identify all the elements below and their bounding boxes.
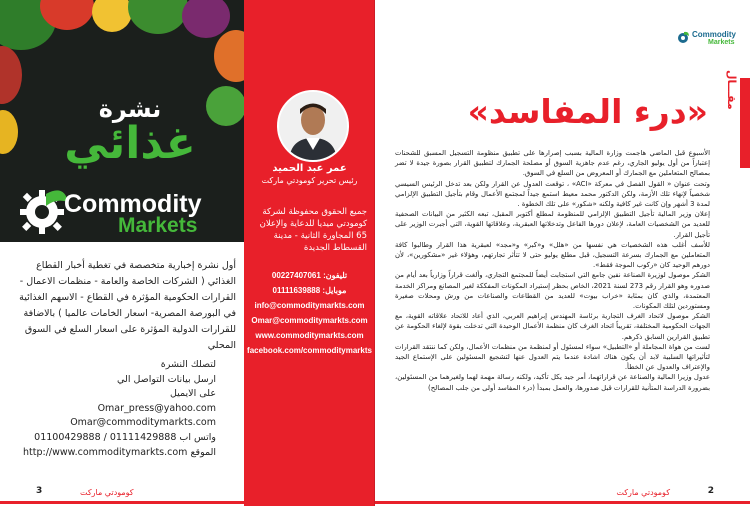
footer-brand-left: كومودتي ماركت bbox=[80, 488, 134, 497]
cover-logo-line2: Markets bbox=[118, 214, 198, 237]
veg-corn bbox=[0, 110, 18, 154]
whatsapp-label: واتس اب bbox=[179, 431, 216, 443]
site-link[interactable]: http://www.commoditymarkts.com bbox=[23, 446, 188, 458]
article-paragraph: وتحت عنوان « القول الفصل في معركة «ACI» ، توقعت العدول عن القرار ولكن بعد تدخل الرئيس السيسي شخصياً لإنهاء تلك الأزمة، ولكن الدكتور محمد معيط استمع جيداً لمجتمع الأعمال وقام بتأجيل التطبيق الإلزامي لمدة 3 أشهر وإن كانت غير كافية ولكنه «شكور» على تلك الخطوة . bbox=[395, 179, 710, 209]
facebook-link[interactable]: facebook.com/commoditymarkts bbox=[247, 346, 372, 355]
contact-heading: لتصلك النشرة bbox=[160, 359, 216, 370]
veg-carrot bbox=[214, 30, 244, 82]
email-link-1[interactable]: Omar_press@yahoo.com bbox=[97, 402, 216, 414]
article-paragraph: لست من هواة المجاملة أو «التطبيل» سواء لمسئول أو لمنظمة من منظمات الأعمال، ولكن كما ننتقد القرارات لتأثيراتها السلبية لابد أن يكون هناك اشادة عندما يتم العدول عنها لتشجيع المسئولين على الإستماع الجيد والإعتراف والعدول عن الخطأ. bbox=[395, 342, 710, 372]
email-label: على الايميل bbox=[169, 388, 216, 400]
omar-email-link[interactable]: Omar@commoditymarkts.com bbox=[251, 316, 368, 325]
article-headline: «درء المفاسد» bbox=[467, 92, 708, 131]
header-logo-line2: Markets bbox=[708, 39, 735, 46]
email-link-2[interactable]: Omar@commoditymarkts.com bbox=[70, 417, 216, 429]
article-paragraph: الشكر موصول لاتحاد الغرف التجارية برئاسة المهندس إبراهيم العربي، الذي أعاد للاتحاد علاقاته القوية، مع الجهات الحكومية المختلفة، تقريباً اتحاد الغرف كان منظمة الأعمال الوحيدة التي تدخلت بقوة لإلغاء الحكومة عن تطبيق القرارين السابق ذكرهم. bbox=[395, 312, 710, 341]
site-row bbox=[20, 446, 216, 461]
section-marker bbox=[740, 78, 750, 168]
phone-label: تليفون: bbox=[323, 271, 348, 280]
whatsapp-row bbox=[20, 431, 216, 446]
footer-rule-right bbox=[375, 501, 750, 504]
header-logo-line1: Commodity bbox=[692, 30, 736, 39]
header-logo bbox=[692, 30, 736, 46]
veg-eggplant bbox=[182, 0, 230, 38]
cover-title-small: نشرة bbox=[98, 95, 162, 123]
cover-title-large: غذائي bbox=[64, 118, 196, 169]
editor-photo-icon bbox=[279, 92, 347, 160]
editor-name: عمر عبد الحميد bbox=[272, 163, 347, 174]
newsletter-description: أول نشرة إخبارية متخصصة في تغطية أخبار القطاع الغذائي ( الشركات الخاصة والعامة - منظمات الاعمال - القرارات الحكومية المؤثرة في القطاع - الاسهم الغذائية في البورصة المصرية- اسعار الخامات عالميا ) بالاضافة للقرارات الدولية المؤثرة على اسعار السلع في السوق المحلي bbox=[19, 260, 236, 351]
website-link[interactable]: www.commoditymarkts.com bbox=[255, 331, 364, 340]
article-paragraph: عدول وزيرا المالية والصناعة عن قراراتهما، أمر جيد يكل تأكيد، ولكنه رسالة مهمة لهما ولغيرهما من المسئولين، بضرورة الدراسة المتأنية للقرارات قبل صدورها، والعمل بمبدأ (درء المفاسد أولى من جلب المصالح) bbox=[395, 373, 710, 392]
publisher-contacts bbox=[244, 268, 375, 358]
veg-radish bbox=[0, 46, 22, 104]
phone-number[interactable]: 00227407061 bbox=[271, 271, 321, 280]
right-page bbox=[375, 0, 750, 506]
article-paragraph: الشكر موصول لوزيرة الصناعة نفين جامع التي استجابت أيضاً للمجتمع التجاري، وألغت قراراً وزارياً بعد أيام من صدوره وهو القرار رقم 273 لسنة 2021، الخاص بحظر إستيراد المكونات المفككة لغير المصانع ومراكز الخدمة المعتمدة، والذي كان بمثابة «خراب بيوت» للعديد من القطاعات والصناعات من ورش ومحلات صغيرة ومستوردين لتلك المكونات. bbox=[395, 271, 710, 311]
gear-icon bbox=[676, 31, 690, 45]
section-label: مقـــال bbox=[725, 70, 738, 110]
avatar bbox=[277, 90, 349, 162]
subscribe-contact bbox=[20, 358, 216, 460]
site-label: الموقع bbox=[190, 446, 216, 458]
mobile-row bbox=[244, 283, 375, 298]
footer-brand-right: كومودتي ماركت bbox=[616, 488, 670, 497]
veg-broccoli bbox=[128, 0, 188, 34]
editor-column bbox=[244, 0, 375, 506]
veg-pepper bbox=[92, 0, 132, 32]
article-paragraph: إعلان وزير المالية تأجيل التطبيق الإلزامي للمنظومة لمطلع أكتوبر المقبل، تبعه الكثير من البيانات الصحفية للعديد من الشخصيات العامة، لإعلان دورها الفاعل وتدخلاتها العبقرية، وعلاقاتها القوية، التي أجبرت الوزير على تأجيل القرار. bbox=[395, 210, 710, 239]
rights-notice: جميع الحقوق محفوظة لشركة كومودتي ميديا للدعاية والإعلان 65 المجاورة الثانية - مدينة القسطاط الجديدة bbox=[259, 207, 367, 253]
cover-logo-line1: Commodity bbox=[64, 190, 202, 218]
left-page bbox=[0, 0, 244, 506]
mobile-label: موبايل: bbox=[322, 286, 347, 295]
whatsapp-number[interactable]: 01100429888 / 01111429888 bbox=[34, 431, 177, 443]
article-paragraph: للأسف أغلب هذه الشخصيات هي نفسها من «هلل» و«كبر» و«مجد» لعبقرية هذا القرار وطالبوا كافة المتعاملين مع الجمارك بسرعة التسجيل، قبل مطلع يوليو حتى لا تتأثر تجارتهم، وهؤلاء غير «مشكورين»، لأن دورهم الوحيد كان «ركوب الموجة فقط». bbox=[395, 240, 710, 270]
editor-role: رئيس تحرير كومودتي ماركت bbox=[261, 176, 358, 185]
mobile-number[interactable]: 01111639888 bbox=[272, 286, 321, 295]
article-paragraph: الأسبوع قبل الماضي هاجمت وزارة المالية بسبب إصرارها على تطبيق منظومة التسجيل المسبق للشحنات إعتباراً من أول يوليو الجاري، رغم عدم جاهزية السوق أو مصلحة الجمارك لتطبيق القرار بصورة جيدة لا تضر بمصالح المتعاملين مع الجمارك أو المعروض من السلع في السوق. bbox=[395, 149, 710, 178]
email-row bbox=[20, 387, 216, 402]
phone-row bbox=[244, 268, 375, 283]
article-body bbox=[395, 148, 710, 393]
cover-image bbox=[0, 0, 244, 242]
page-number-left: 3 bbox=[36, 486, 43, 496]
contact-sub: ارسل بيانات التواصل الي bbox=[117, 373, 216, 385]
page-number-right: 2 bbox=[707, 486, 714, 496]
info-email-link[interactable]: info@commoditymarkts.com bbox=[254, 301, 365, 310]
footer-rule-left bbox=[0, 501, 244, 504]
